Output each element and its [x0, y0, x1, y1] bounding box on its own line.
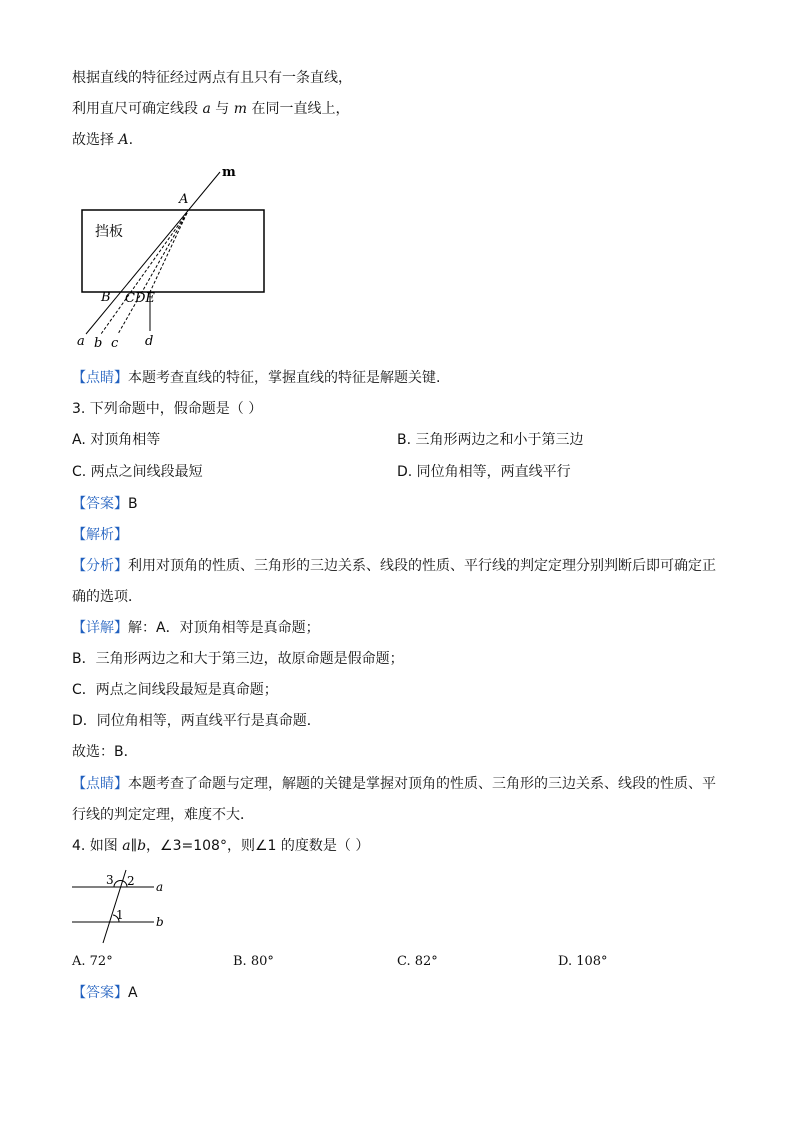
- q3-fenxi-line-2: 确的选项．: [72, 589, 142, 605]
- intro-line-2: [72, 99, 349, 119]
- q3-dianjing-line-1: [72, 774, 716, 794]
- q3-xiangjie-b: B．三角形两边之和大于第三边，故原命题是假命题；: [72, 651, 404, 667]
- intro-line-1: [72, 68, 352, 88]
- intro-line-3: [72, 130, 133, 150]
- fig-label-1: 1: [116, 908, 124, 922]
- dianjing-1: [72, 368, 440, 388]
- q3-xiangjie-a-text: 解：A．对顶角相等是真命题；: [128, 620, 320, 636]
- fig-label-a: a: [156, 880, 164, 894]
- fig-label-b: b: [156, 915, 164, 929]
- q3-xiangjie-a: [72, 618, 320, 638]
- q4-option-d: D. 108°: [558, 954, 608, 969]
- intro-line-2-mid: 与: [210, 101, 234, 117]
- intro-line-2-pre: 利用直尺可确定线段: [72, 101, 203, 117]
- intro-answer: A: [118, 132, 129, 148]
- q3-xiangjie-c: C．两点之间线段最短是真命题；: [72, 682, 278, 698]
- q3-dianjing-tag: 【点睛】: [72, 776, 128, 792]
- q4-answer: [72, 983, 138, 1003]
- dianjing-1-tag: 【点睛】: [72, 370, 128, 386]
- label-c: c: [111, 336, 119, 351]
- q3-option-c: C. 两点之间线段最短: [72, 464, 203, 480]
- label-a: a: [77, 334, 85, 349]
- label-A: A: [179, 192, 189, 207]
- intro-var-m: m: [233, 101, 247, 117]
- line-c: [118, 213, 187, 334]
- q3-dianjing-line-2: 行线的判定定理，难度不大．: [72, 807, 254, 823]
- q3-option-a: A. 对顶角相等: [72, 432, 161, 448]
- label-CDE: CDE: [125, 291, 155, 306]
- fig-label-3: 3: [106, 873, 114, 887]
- label-B: B: [101, 290, 111, 305]
- q3-xiangjie-tag: 【详解】: [72, 620, 128, 636]
- q3-option-d: D. 同位角相等，两直线平行: [397, 464, 571, 480]
- q3-jiexi-tag: 【解析】: [72, 527, 128, 543]
- q3-xiangjie-d: D．同位角相等，两直线平行是真命题．: [72, 713, 321, 729]
- dianjing-1-text: 本题考查直线的特征，掌握直线的特征是解题关键.: [128, 370, 441, 386]
- figure-parallel-lines: [66, 866, 176, 946]
- q4-option-c: C. 82°: [397, 954, 438, 969]
- q3-stem: 3. 下列命题中，假命题是（ ）: [72, 401, 263, 417]
- label-b: b: [94, 336, 103, 351]
- q4-option-b: B. 80°: [233, 954, 274, 969]
- q3-fenxi-text-1: 利用对顶角的性质、三角形的三边关系、线段的性质、平行线的判定定理分别判断后即可确定正: [128, 558, 716, 574]
- q4-answer-tag: 【答案】: [72, 985, 128, 1001]
- q4-stem: [72, 836, 369, 856]
- q4-stem-post: ，∠3=108°，则∠1 的度数是（ ）: [146, 838, 370, 854]
- fig-label-2: 2: [127, 874, 135, 888]
- q4-option-a: A. 72°: [72, 954, 113, 969]
- q3-choose: 故选：B．: [72, 744, 138, 760]
- intro-line-2-post: 在同一直线上，: [247, 101, 350, 117]
- intro-line-3-post: .: [128, 132, 134, 148]
- q3-fenxi-tag: 【分析】: [72, 558, 128, 574]
- q3-answer: [72, 494, 138, 514]
- board-rectangle: [82, 210, 264, 292]
- q3-fenxi-line-1: [72, 556, 716, 576]
- q4-stem-pre: 4. 如图: [72, 838, 123, 854]
- q4-stem-ab: a∥b: [122, 838, 147, 854]
- q4-answer-value: A: [128, 985, 138, 1001]
- intro-var-a: a: [202, 101, 211, 117]
- q3-option-b: B. 三角形两边之和小于第三边: [397, 432, 584, 448]
- q3-answer-value: B: [128, 496, 138, 512]
- label-d: d: [145, 334, 154, 349]
- line-d: [150, 213, 187, 292]
- q3-answer-tag: 【答案】: [72, 496, 128, 512]
- board-text: 挡板: [95, 224, 123, 240]
- intro-line-3-pre: 故选择: [72, 132, 119, 148]
- figure-board-lines: [60, 160, 300, 355]
- intro-line-1-text: 根据直线的特征经过两点有且只有一条直线，: [72, 70, 352, 86]
- q3-dianjing-text-1: 本题考查了命题与定理，解题的关键是掌握对顶角的性质、三角形的三边关系、线段的性质、平: [128, 776, 716, 792]
- line-m: [86, 172, 220, 334]
- label-m: m: [222, 165, 236, 180]
